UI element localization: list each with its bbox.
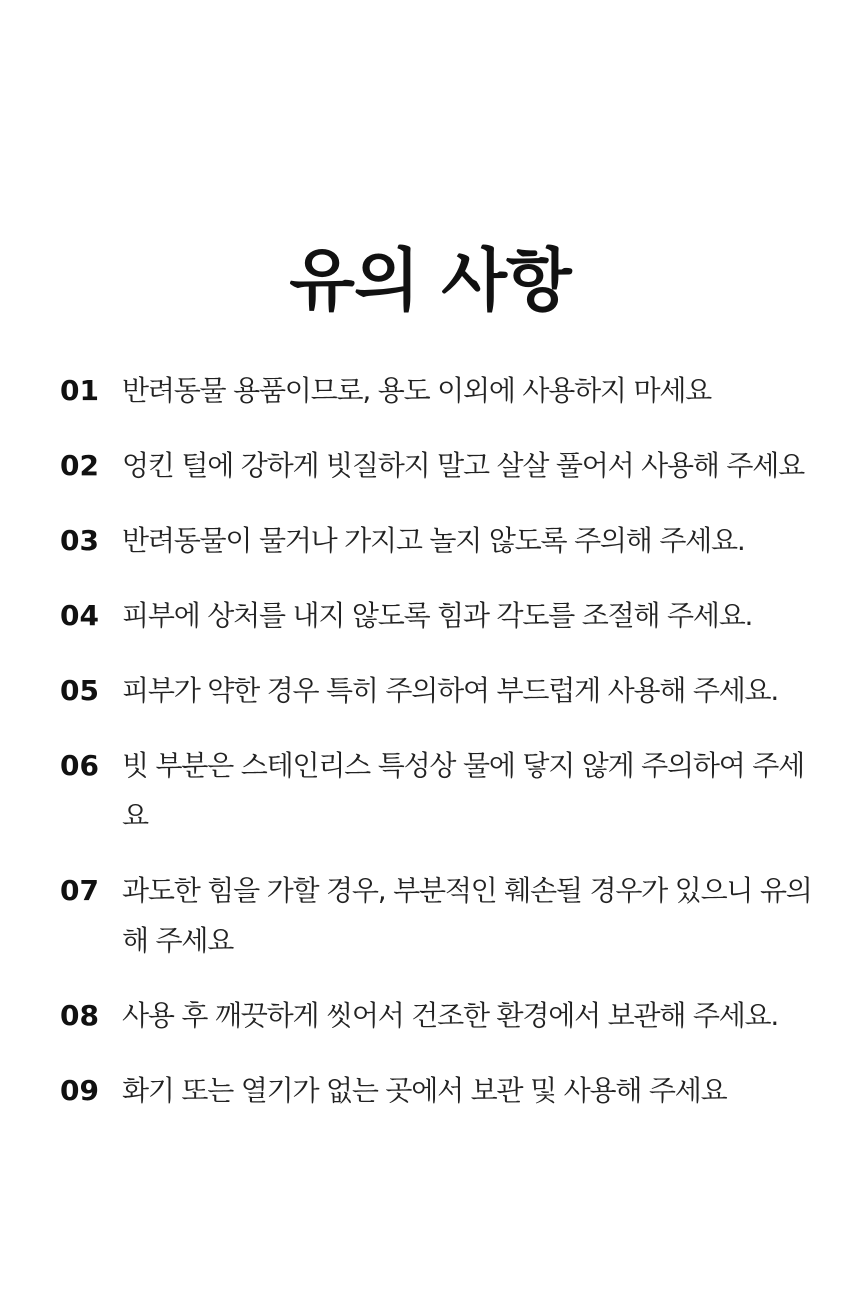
list-item [0, 666, 860, 716]
item-number: 09 [60, 1074, 99, 1107]
list-item [0, 591, 860, 641]
item-text: 화기 또는 열기가 없는 곳에서 보관 및 사용해 주세요 [122, 1074, 727, 1107]
list-item [0, 441, 860, 491]
item-text: 피부가 약한 경우 특히 주의하여 부드럽게 사용해 주세요. [122, 674, 779, 707]
item-text: 과도한 힘을 가할 경우, 부분적인 훼손될 경우가 있으니 유의해 주세요 [122, 874, 812, 957]
item-text: 엉킨 털에 강하게 빗질하지 말고 살살 풀어서 사용해 주세요 [122, 449, 804, 482]
item-text: 피부에 상처를 내지 않도록 힘과 각도를 조절해 주세요. [122, 599, 753, 632]
page-title: 유의 사항 [289, 241, 571, 321]
list-item [0, 866, 860, 966]
list-item [0, 366, 860, 416]
item-text: 사용 후 깨끗하게 씻어서 건조한 환경에서 보관해 주세요. [122, 999, 779, 1032]
list-item [0, 741, 860, 841]
item-text: 반려동물이 물거나 가지고 놀지 않도록 주의해 주세요. [122, 524, 745, 557]
item-number: 02 [60, 449, 99, 482]
item-number: 04 [60, 599, 99, 632]
item-number: 07 [60, 874, 99, 907]
caution-list [0, 366, 860, 1141]
item-text: 반려동물 용품이므로, 용도 이외에 사용하지 마세요 [122, 374, 712, 407]
item-number: 06 [60, 749, 99, 782]
list-item [0, 991, 860, 1041]
item-number: 08 [60, 999, 99, 1032]
item-number: 01 [60, 374, 99, 407]
list-item [0, 516, 860, 566]
list-item [0, 1066, 860, 1116]
item-text: 빗 부분은 스테인리스 특성상 물에 닿지 않게 주의하여 주세요 [122, 749, 804, 832]
item-number: 03 [60, 524, 99, 557]
item-number: 05 [60, 674, 99, 707]
